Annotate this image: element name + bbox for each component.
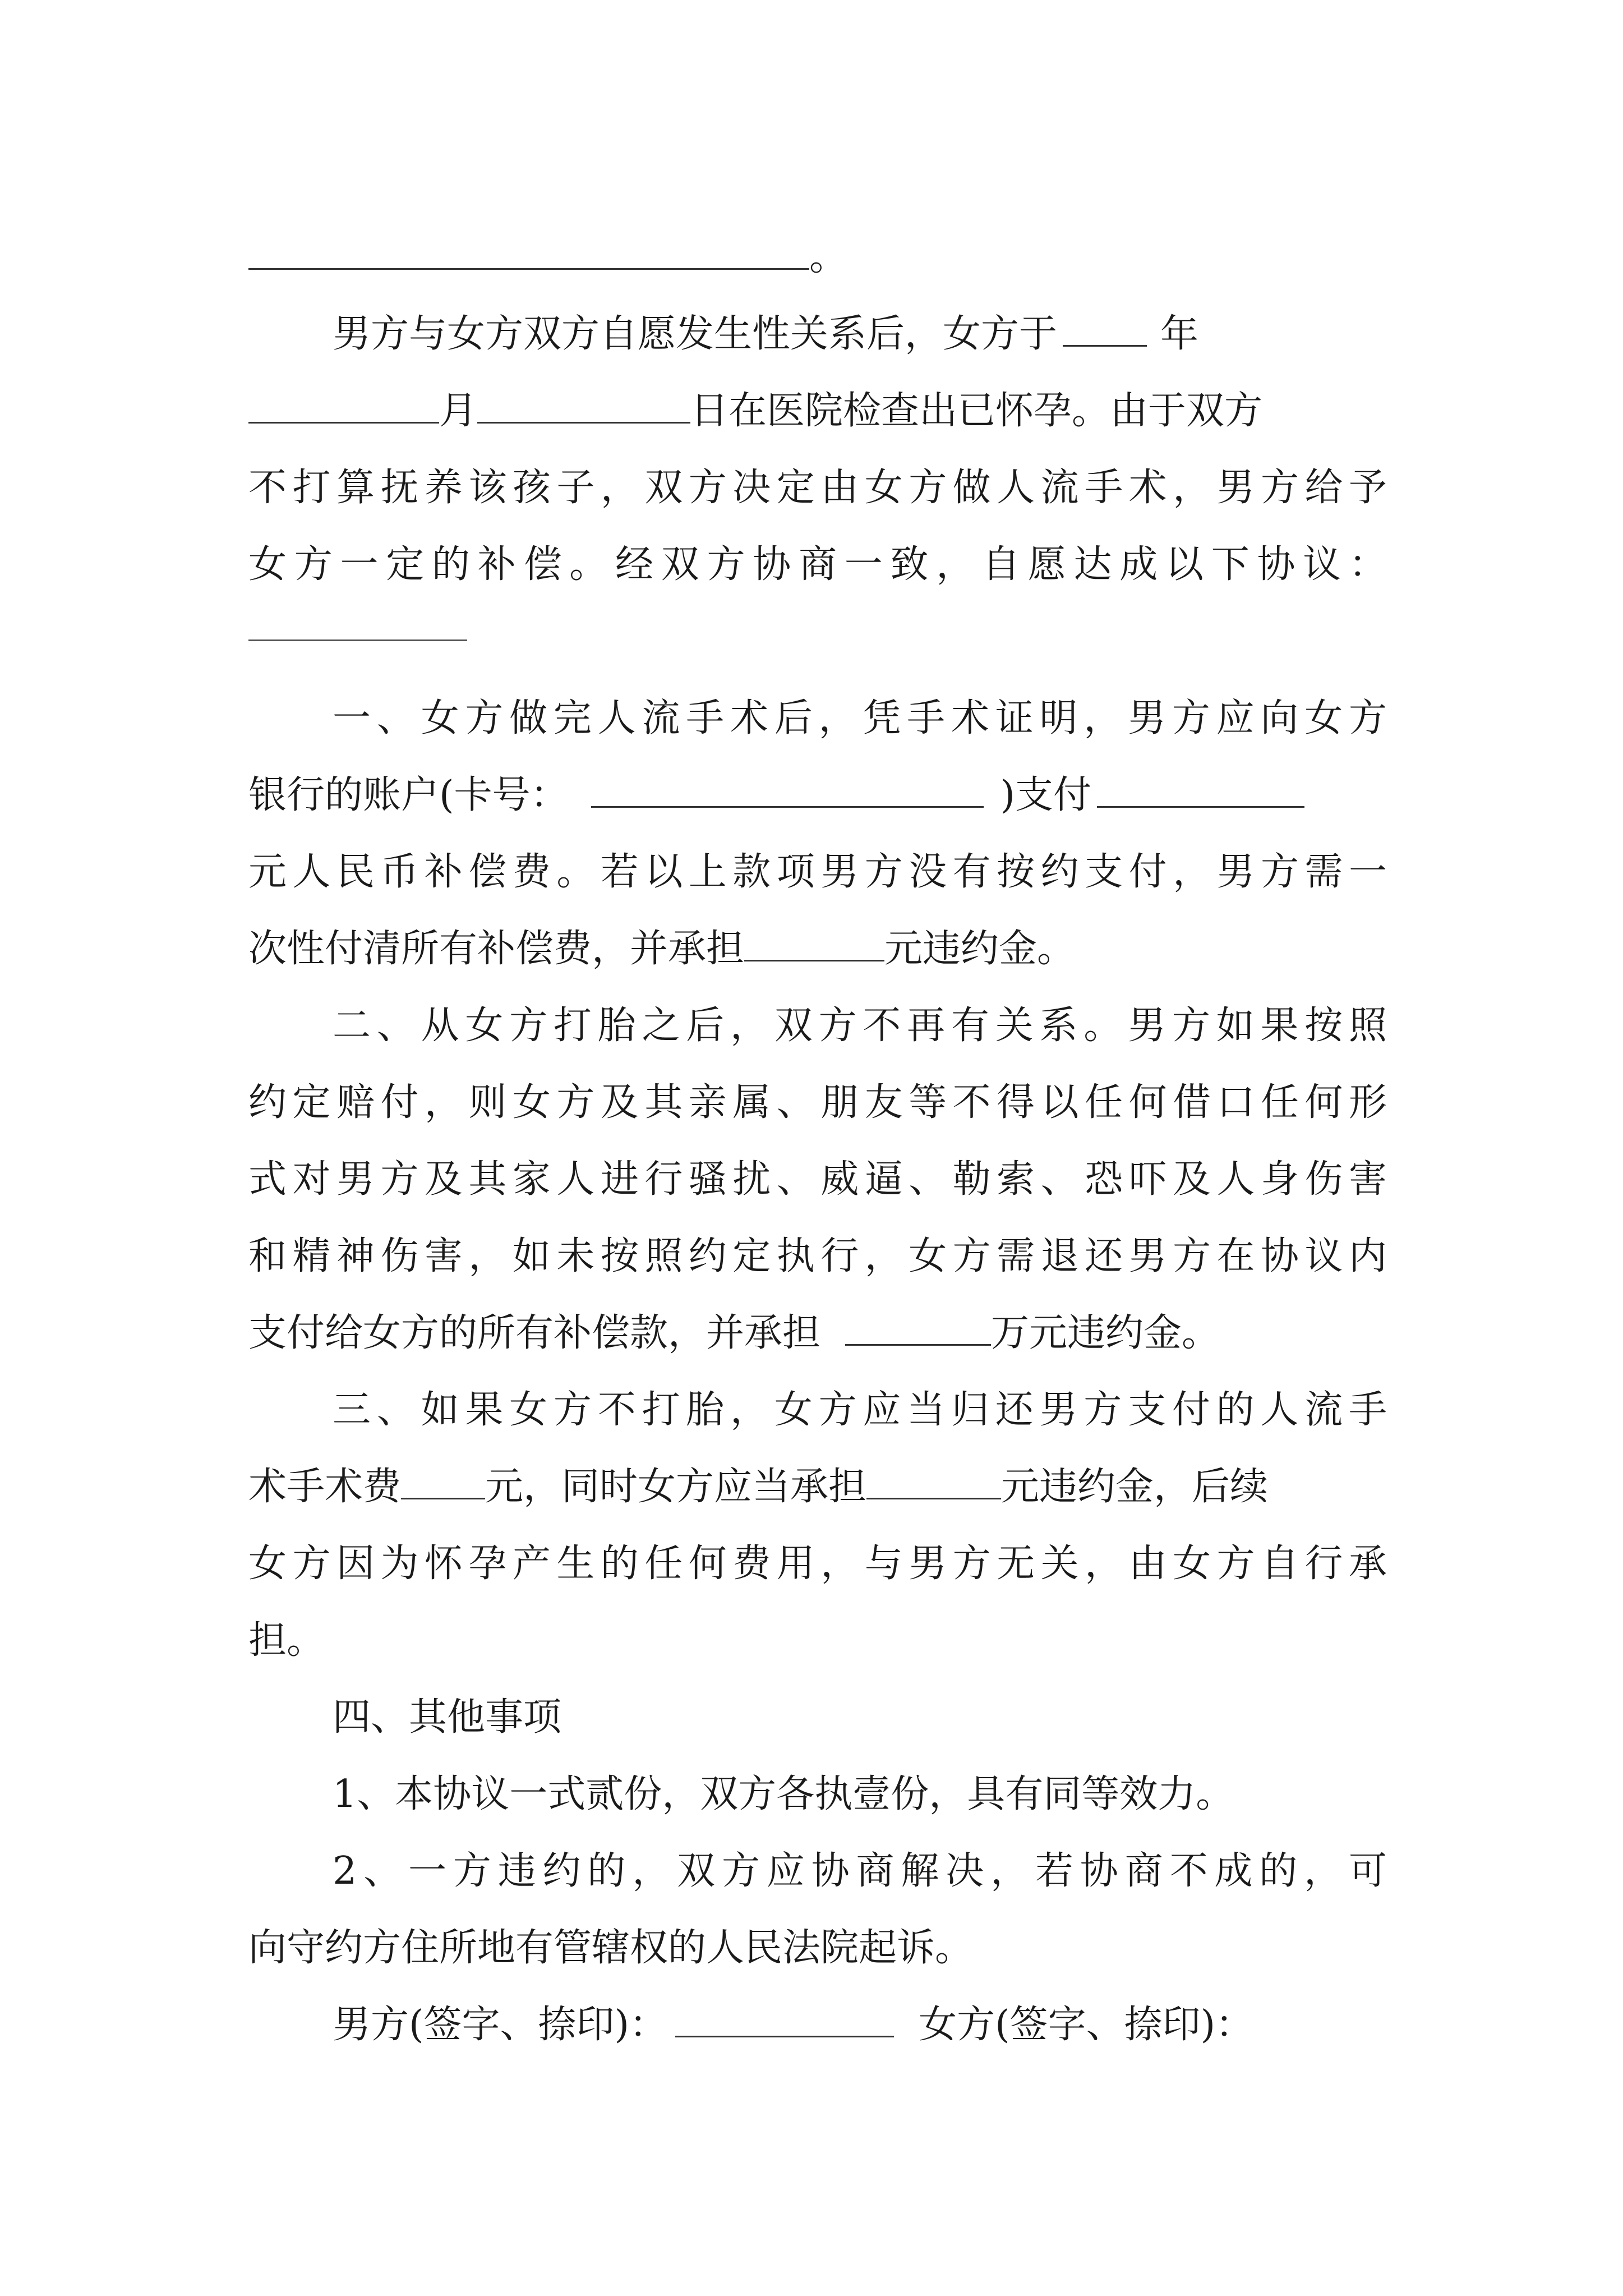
text: 月 <box>439 389 478 433</box>
continuation-line <box>248 219 1387 296</box>
card-number-blank[interactable] <box>591 770 984 808</box>
clause-four-item: 2、一方违约的，双方应协商解决，若协商不成的，可 <box>333 1849 1387 1893</box>
amount-blank[interactable] <box>1097 770 1304 808</box>
clause-three-line: 女方因为怀孕产生的任何费用，与男方无关，由女方自行承 <box>248 1542 1387 1586</box>
period: 。 <box>809 235 848 279</box>
year-blank[interactable] <box>1063 309 1147 347</box>
text: 男方与女方双方自愿发生性关系后，女方于 <box>333 312 1058 356</box>
separator-blank[interactable] <box>248 639 467 641</box>
penalty-blank[interactable] <box>744 924 884 961</box>
month-blank[interactable] <box>248 386 439 424</box>
male-signature-blank[interactable] <box>675 2000 894 2037</box>
text: 元违约金，后续 <box>1001 1465 1269 1509</box>
clause-three-line: 担。 <box>248 1618 325 1663</box>
clause-two-line: 二、从女方打胎之后，双方不再有关系。男方如果按照 <box>333 1004 1387 1048</box>
text: 次性付清所有补偿费，并承担 <box>248 927 745 971</box>
clause-two-line <box>248 1295 1387 1372</box>
penalty-blank[interactable] <box>845 1308 991 1346</box>
intro-line: 女方一定的补偿。经双方协商一致，自愿达成以下协议： <box>248 542 1387 587</box>
text: 日在医院检查出已怀孕。由于双方 <box>690 389 1263 433</box>
day-blank[interactable] <box>477 386 690 424</box>
clause-one-line: 元人民币补偿费。若以上款项男方没有按约支付，男方需一 <box>248 850 1387 894</box>
clause-two-line: 和精神伤害，如未按照约定执行，女方需退还男方在协议内 <box>248 1234 1387 1278</box>
intro-line <box>333 296 1387 372</box>
clause-one-line <box>248 757 1387 834</box>
text: 元违约金。 <box>884 927 1076 971</box>
clause-four-heading: 四、其他事项 <box>333 1695 562 1740</box>
intro-line <box>248 372 1387 449</box>
male-signature-label: 男方(签字、捺印)： <box>333 2003 668 2047</box>
clause-four-item: 1、本协议一式贰份，双方各执壹份，具有同等效力。 <box>333 1772 1234 1816</box>
blank-field[interactable] <box>248 232 809 270</box>
clause-three-line <box>248 1448 1387 1525</box>
text: 术手术费 <box>248 1465 402 1509</box>
text: 年 <box>1160 312 1199 356</box>
text: )支付 <box>1000 773 1092 817</box>
intro-line: 不打算抚养该孩子，双方决定由女方做人流手术，男方给予 <box>248 466 1387 510</box>
signature-line <box>333 1986 1387 2063</box>
text: 万元违约金。 <box>991 1311 1220 1355</box>
clause-three-line: 三、如果女方不打胎，女方应当归还男方支付的人流手 <box>333 1388 1387 1432</box>
clause-two-line: 式对男方及其家人进行骚扰、威逼、勒索、恐吓及人身伤害 <box>248 1157 1387 1202</box>
clause-one-line <box>248 910 1387 987</box>
clause-four-item: 向守约方住所地有管辖权的人民法院起诉。 <box>248 1926 974 1970</box>
clause-one-line: 一、女方做完人流手术后，凭手术证明，男方应向女方 <box>333 696 1387 740</box>
text: 支付给女方的所有补偿款，并承担 <box>248 1311 821 1355</box>
fee-blank[interactable] <box>401 1462 485 1499</box>
penalty-blank[interactable] <box>866 1462 1001 1499</box>
text: 银行的账户(卡号： <box>248 773 569 817</box>
clause-two-line: 约定赔付，则女方及其亲属、朋友等不得以任何借口任何形 <box>248 1080 1387 1125</box>
text: 元，同时女方应当承担 <box>485 1465 867 1509</box>
female-signature-label: 女方(签字、捺印)： <box>919 2003 1254 2047</box>
